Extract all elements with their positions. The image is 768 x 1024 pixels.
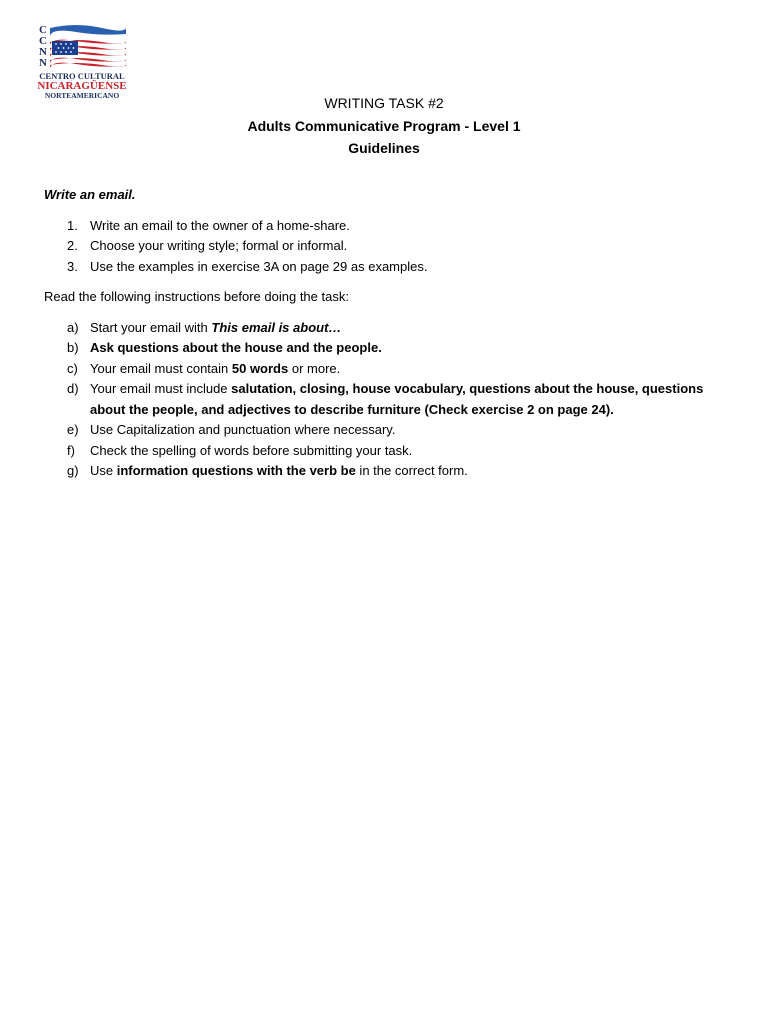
list-marker: a) — [67, 319, 79, 335]
list-item-text — [90, 463, 468, 478]
text-run: Use — [90, 463, 117, 478]
list-item — [44, 216, 714, 237]
list-marker: c) — [67, 360, 78, 376]
list-marker: d) — [67, 381, 79, 396]
program-title: Adults Communicative Program - Level 1 — [247, 117, 521, 134]
document-title: WRITING TASK #2 — [324, 95, 444, 111]
text-run-bold: salutation, closing, house vocabulary, questions about the house, questions about the people, and adjectives to describe furniture (Check exercise 2 on page 24). — [90, 381, 704, 417]
list-item-text: Check the spelling of words before submitting your task. — [90, 442, 413, 458]
logo-line-3: NORTEAMERICANO — [44, 91, 120, 100]
list-item — [44, 359, 714, 380]
logo-line-1: CENTRO CULTURAL — [39, 71, 125, 81]
task-intro: Write an email. — [44, 187, 136, 202]
section-title: Guidelines — [348, 140, 420, 156]
text-run: or more. — [288, 360, 341, 376]
instructions-list — [44, 318, 714, 482]
text-run-bold: information questions with the verb be — [116, 463, 356, 478]
list-item — [44, 379, 714, 420]
list-marker: e) — [67, 422, 79, 437]
text-run-bold: Ask questions about the house and the people. — [90, 340, 382, 355]
list-item-text — [90, 340, 382, 355]
list-marker: 1. — [67, 217, 78, 233]
svg-text:C: C — [39, 35, 47, 47]
list-item — [44, 420, 714, 441]
list-item-text: Use Capitalization and punctuation where necessary. — [90, 422, 396, 437]
list-item — [44, 461, 714, 482]
text-run: Start your email with — [90, 319, 212, 335]
text-run: Your email must include — [90, 381, 232, 396]
ccnn-logo — [36, 22, 128, 102]
list-item — [44, 236, 714, 257]
svg-text:C: C — [39, 24, 47, 36]
text-run-bold-italic: This email is about… — [211, 319, 342, 335]
list-item-text: Use the examples in exercise 3A on page 29 as examples. — [90, 258, 428, 274]
svg-text:N: N — [39, 57, 47, 69]
list-item — [44, 318, 714, 339]
list-marker: 2. — [67, 238, 78, 253]
list-marker: b) — [67, 340, 79, 355]
document-body — [44, 185, 714, 482]
flag-logo-icon — [36, 22, 128, 72]
list-marker: g) — [67, 463, 79, 478]
list-item-text — [90, 320, 341, 335]
list-item-text — [90, 361, 340, 376]
document-header — [0, 92, 768, 160]
list-item — [44, 441, 714, 462]
list-marker: 3. — [67, 258, 78, 274]
text-run-bold: 50 words — [231, 360, 289, 376]
svg-text:N: N — [39, 46, 47, 58]
instructions-prompt: Read the following instructions before doing the task: — [44, 289, 349, 304]
list-item — [44, 338, 714, 359]
list-item-text — [90, 381, 703, 417]
list-item-text: Write an email to the owner of a home-share. — [90, 217, 350, 233]
text-run: in the correct form. — [355, 463, 468, 478]
text-run: Your email must contain — [90, 360, 232, 376]
list-item — [44, 257, 714, 278]
list-item-text: Choose your writing style; formal or informal. — [90, 238, 348, 253]
steps-list — [44, 216, 714, 278]
logo-line-2: NICARAGÜENSE — [37, 80, 127, 92]
list-marker: f) — [67, 442, 75, 458]
